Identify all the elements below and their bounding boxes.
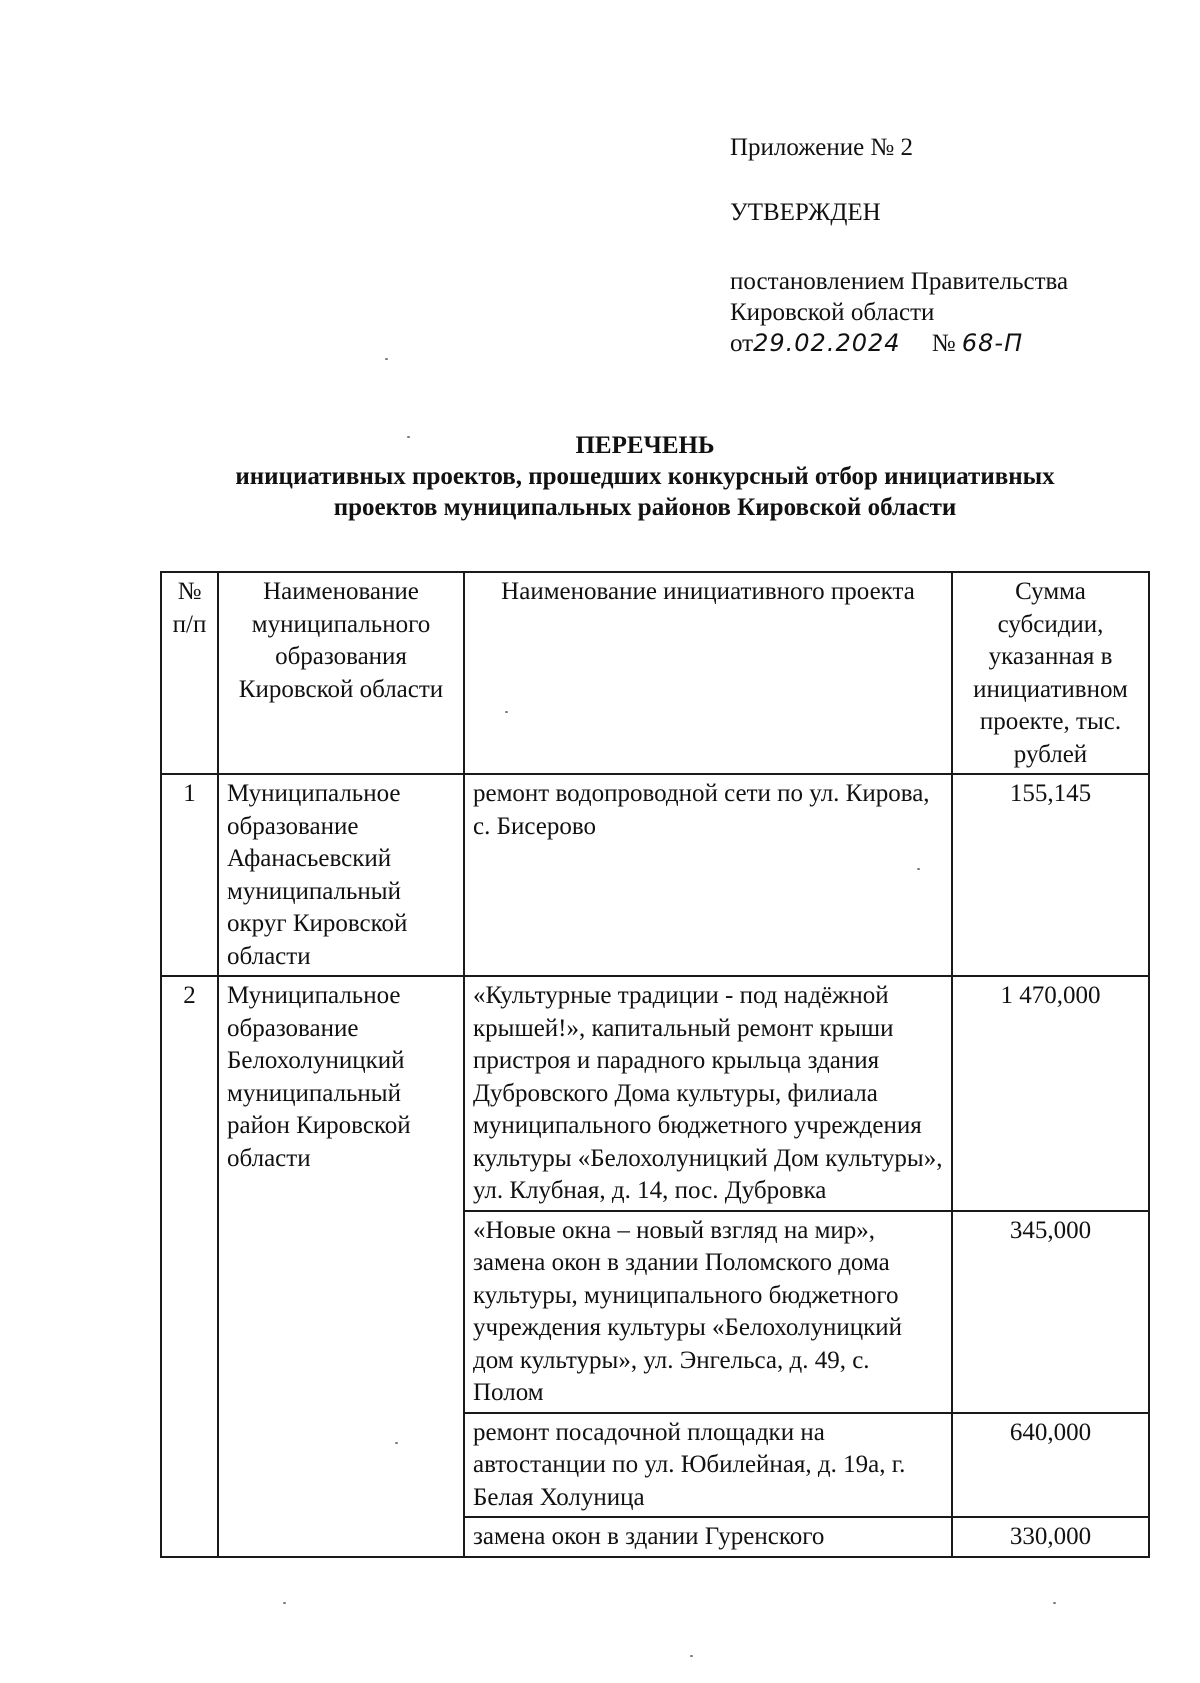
row-amount: 155,145 <box>952 774 1149 976</box>
row-project: замена окон в здании Гуренского <box>464 1517 952 1557</box>
header-municipality: Наименование муниципального образования Кировской области <box>218 572 464 774</box>
scan-speck <box>283 1602 286 1604</box>
row-project: «Культурные традиции - под надёжной крышей!», капитальный ремонт крыши пристроя и парадного крыльца здания Дубровского Дома культуры, филиала муниципального бюджетного учреждения культуры «Белохолуницкий Дом культуры», ул. Клубная, д. 14, пос. Дубровка <box>464 976 952 1211</box>
scan-speck <box>395 1442 398 1444</box>
header-number: № п/п <box>161 572 218 774</box>
row-amount: 330,000 <box>952 1517 1149 1557</box>
row-number: 1 <box>161 774 218 976</box>
approval-status: УТВЕРЖДЕН <box>730 199 881 226</box>
scan-speck <box>385 358 388 360</box>
scan-speck <box>917 868 920 870</box>
approval-block <box>730 132 1068 359</box>
header-project: Наименование инициативного проекта <box>464 572 952 774</box>
document-title <box>0 430 1200 523</box>
title-line-3: проектов муниципальных районов Кировской области <box>333 494 957 521</box>
table-header-row <box>161 572 1149 774</box>
row-municipality: Муниципальное образование Белохолуницкий муниципальный район Кировской области <box>218 976 464 1557</box>
date-prefix: от <box>730 330 754 357</box>
scan-speck <box>505 711 508 713</box>
projects-table <box>160 571 1150 1558</box>
decree-date-line <box>730 328 1068 359</box>
appendix-label: Приложение № 2 <box>730 134 914 161</box>
row-amount: 345,000 <box>952 1211 1149 1413</box>
handwritten-date: 29.02.2024 <box>753 329 901 357</box>
row-project: «Новые окна – новый взгляд на мир», замена окон в здании Поломского дома культуры, муниципального бюджетного учреждения культуры «Белохолуницкий дом культуры», ул. Энгельса, д. 49, с. Полом <box>464 1211 952 1413</box>
title-line-1: ПЕРЕЧЕНЬ <box>575 432 715 459</box>
row-number: 2 <box>161 976 218 1557</box>
scan-speck <box>1053 1602 1056 1604</box>
scan-speck <box>407 436 410 438</box>
row-project: ремонт посадочной площадки на автостанции по ул. Юбилейная, д. 19а, г. Белая Холуница <box>464 1413 952 1518</box>
title-line-2: инициативных проектов, прошедших конкурсный отбор инициативных <box>235 463 1055 490</box>
row-municipality: Муниципальное образование Афанасьевский муниципальный округ Кировской области <box>218 774 464 976</box>
decree-line-2: Кировской области <box>730 299 935 326</box>
scan-speck <box>690 1655 693 1657</box>
row-amount: 640,000 <box>952 1413 1149 1518</box>
table-row <box>161 976 1149 1211</box>
header-amount: Сумма субсидии, указанная в инициативном проекте, тыс. рублей <box>952 572 1149 774</box>
decree-line-1: постановлением Правительства <box>730 268 1069 295</box>
number-prefix: № <box>931 330 956 357</box>
table-row <box>161 774 1149 976</box>
row-project: ремонт водопроводной сети по ул. Кирова, с. Бисерово <box>464 774 952 976</box>
row-amount: 1 470,000 <box>952 976 1149 1211</box>
handwritten-number: 68-П <box>961 329 1024 357</box>
